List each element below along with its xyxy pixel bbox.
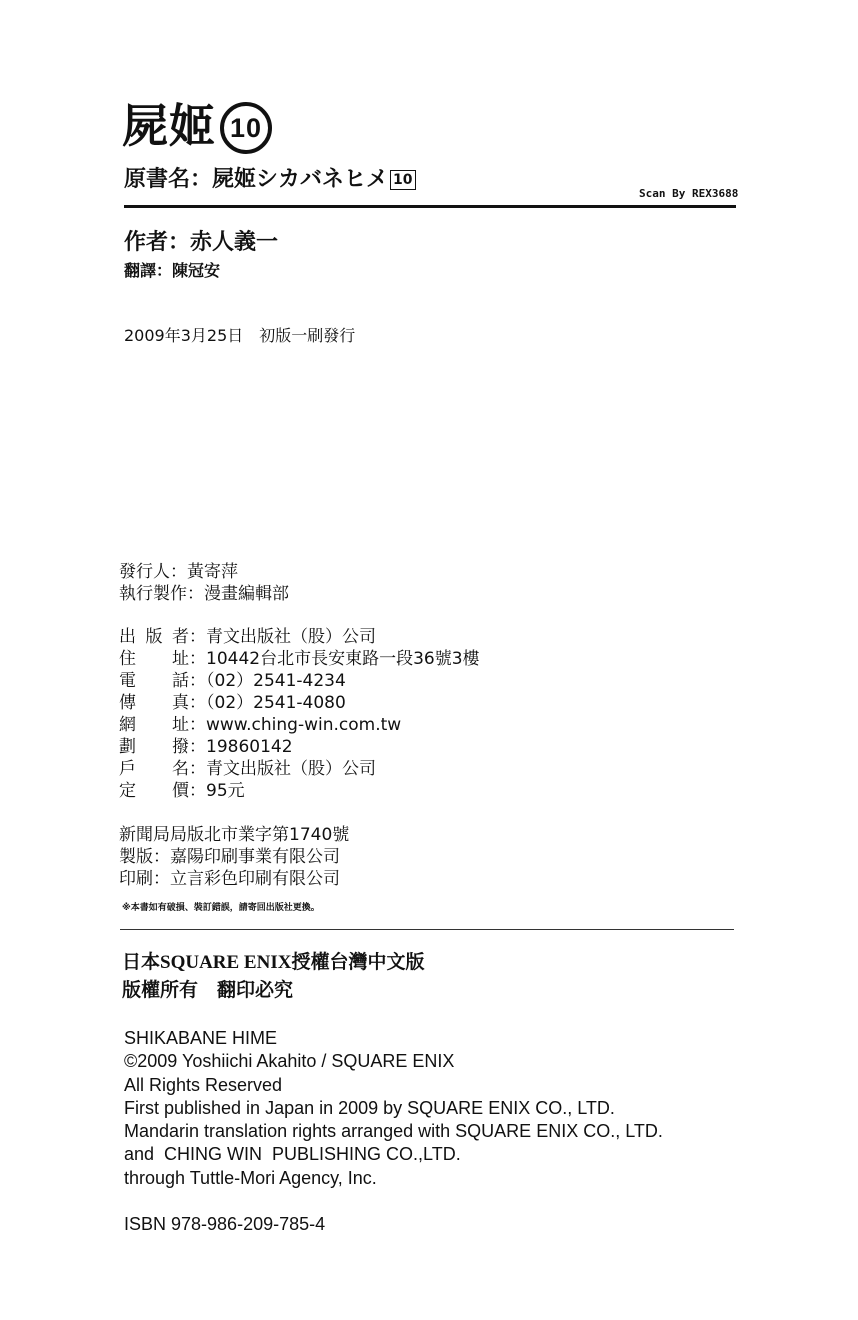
publisher-row [119, 780, 480, 802]
printing-info-list [119, 824, 349, 890]
publication-date-line [124, 326, 355, 346]
publisher-label: 出版者 [119, 627, 189, 647]
publication-date: 2009年3月25日 [124, 326, 244, 345]
publisher-value: ：青文出版社（股）公司 [189, 759, 376, 779]
publisher-value: ：19860142 [189, 737, 293, 757]
publisher-row [119, 626, 480, 648]
credit-line: ©2009 Yoshiichi Akahito / SQUARE ENIX [124, 1051, 455, 1072]
license-divider [120, 929, 734, 930]
publisher-value: ：青文出版社（股）公司 [189, 627, 376, 647]
publisher-label: 網址 [119, 715, 189, 735]
staff-row [119, 561, 289, 583]
printing-row: 製版：嘉陽印刷事業有限公司 [119, 847, 340, 867]
credit-line: First published in Japan in 2009 by SQUARE ENIX CO., LTD. [124, 1097, 615, 1118]
publisher-row [119, 692, 480, 714]
scan-credit: Scan By REX3688 [639, 187, 739, 200]
credit-line: All Rights Reserved [124, 1074, 283, 1095]
title-text: 屍姬 [122, 99, 216, 153]
staff-value: 漫畫編輯部 [204, 584, 289, 604]
credit-line: through Tuttle-Mori Agency, Inc. [124, 1167, 377, 1188]
staff-value: 黃寄萍 [187, 562, 238, 582]
staff-list [119, 561, 289, 605]
printing-row: 印刷：立言彩色印刷有限公司 [119, 869, 340, 889]
publisher-value: ：10442台北市長安東路一段36號3樓 [189, 649, 480, 669]
staff-row [119, 583, 289, 605]
original-volume-box: 10 [390, 170, 415, 190]
publisher-row [119, 758, 480, 780]
publisher-info-list [119, 626, 480, 802]
isbn: ISBN 978-986-209-785-4 [124, 1214, 326, 1234]
publisher-value: ：www.ching-win.com.tw [189, 715, 402, 735]
credit-line: SHIKABANE HIME [124, 1028, 278, 1048]
original-title [124, 166, 416, 194]
original-title-text: 原書名：屍姬シカバネヒメ [124, 167, 389, 192]
publisher-value: ：95元 [189, 781, 245, 801]
publisher-value: ：（02）2541-4080 [189, 693, 346, 713]
title-divider [124, 205, 736, 208]
damage-note: ※本書如有破損、裝訂錯誤，請寄回出版社更換。 [122, 903, 320, 913]
printing-row: 新聞局局版北市業字第1740號 [119, 825, 350, 845]
staff-label: 發行人： [119, 562, 187, 582]
publisher-label: 劃撥 [119, 737, 189, 757]
publisher-label: 定價 [119, 781, 189, 801]
publisher-row [119, 736, 480, 758]
credit-line: Mandarin translation rights arranged with SQUARE ENIX CO., LTD. [124, 1121, 663, 1142]
book-title [122, 98, 272, 154]
translator-line: 翻譯：陳冠安 [124, 261, 221, 280]
license-line: 日本SQUARE ENIX授權台灣中文版 [122, 952, 425, 973]
publisher-label: 戶名 [119, 759, 189, 779]
publisher-label: 住址 [119, 649, 189, 669]
publisher-value: ：（02）2541-4234 [189, 671, 346, 691]
publisher-label: 傳真 [119, 693, 189, 713]
rights-line: 版權所有 翻印必究 [122, 980, 294, 1001]
author-line: 作者：赤人義一 [124, 230, 279, 255]
english-credits [124, 1027, 663, 1190]
publisher-row [119, 714, 480, 736]
edition-text: 初版一刷發行 [259, 326, 356, 345]
volume-number-badge: 10 [220, 102, 272, 154]
publisher-row [119, 648, 480, 670]
publisher-row [119, 670, 480, 692]
credit-line: and CHING WIN PUBLISHING CO.,LTD. [124, 1144, 461, 1165]
staff-label: 執行製作： [119, 584, 204, 604]
publisher-label: 電話 [119, 671, 189, 691]
